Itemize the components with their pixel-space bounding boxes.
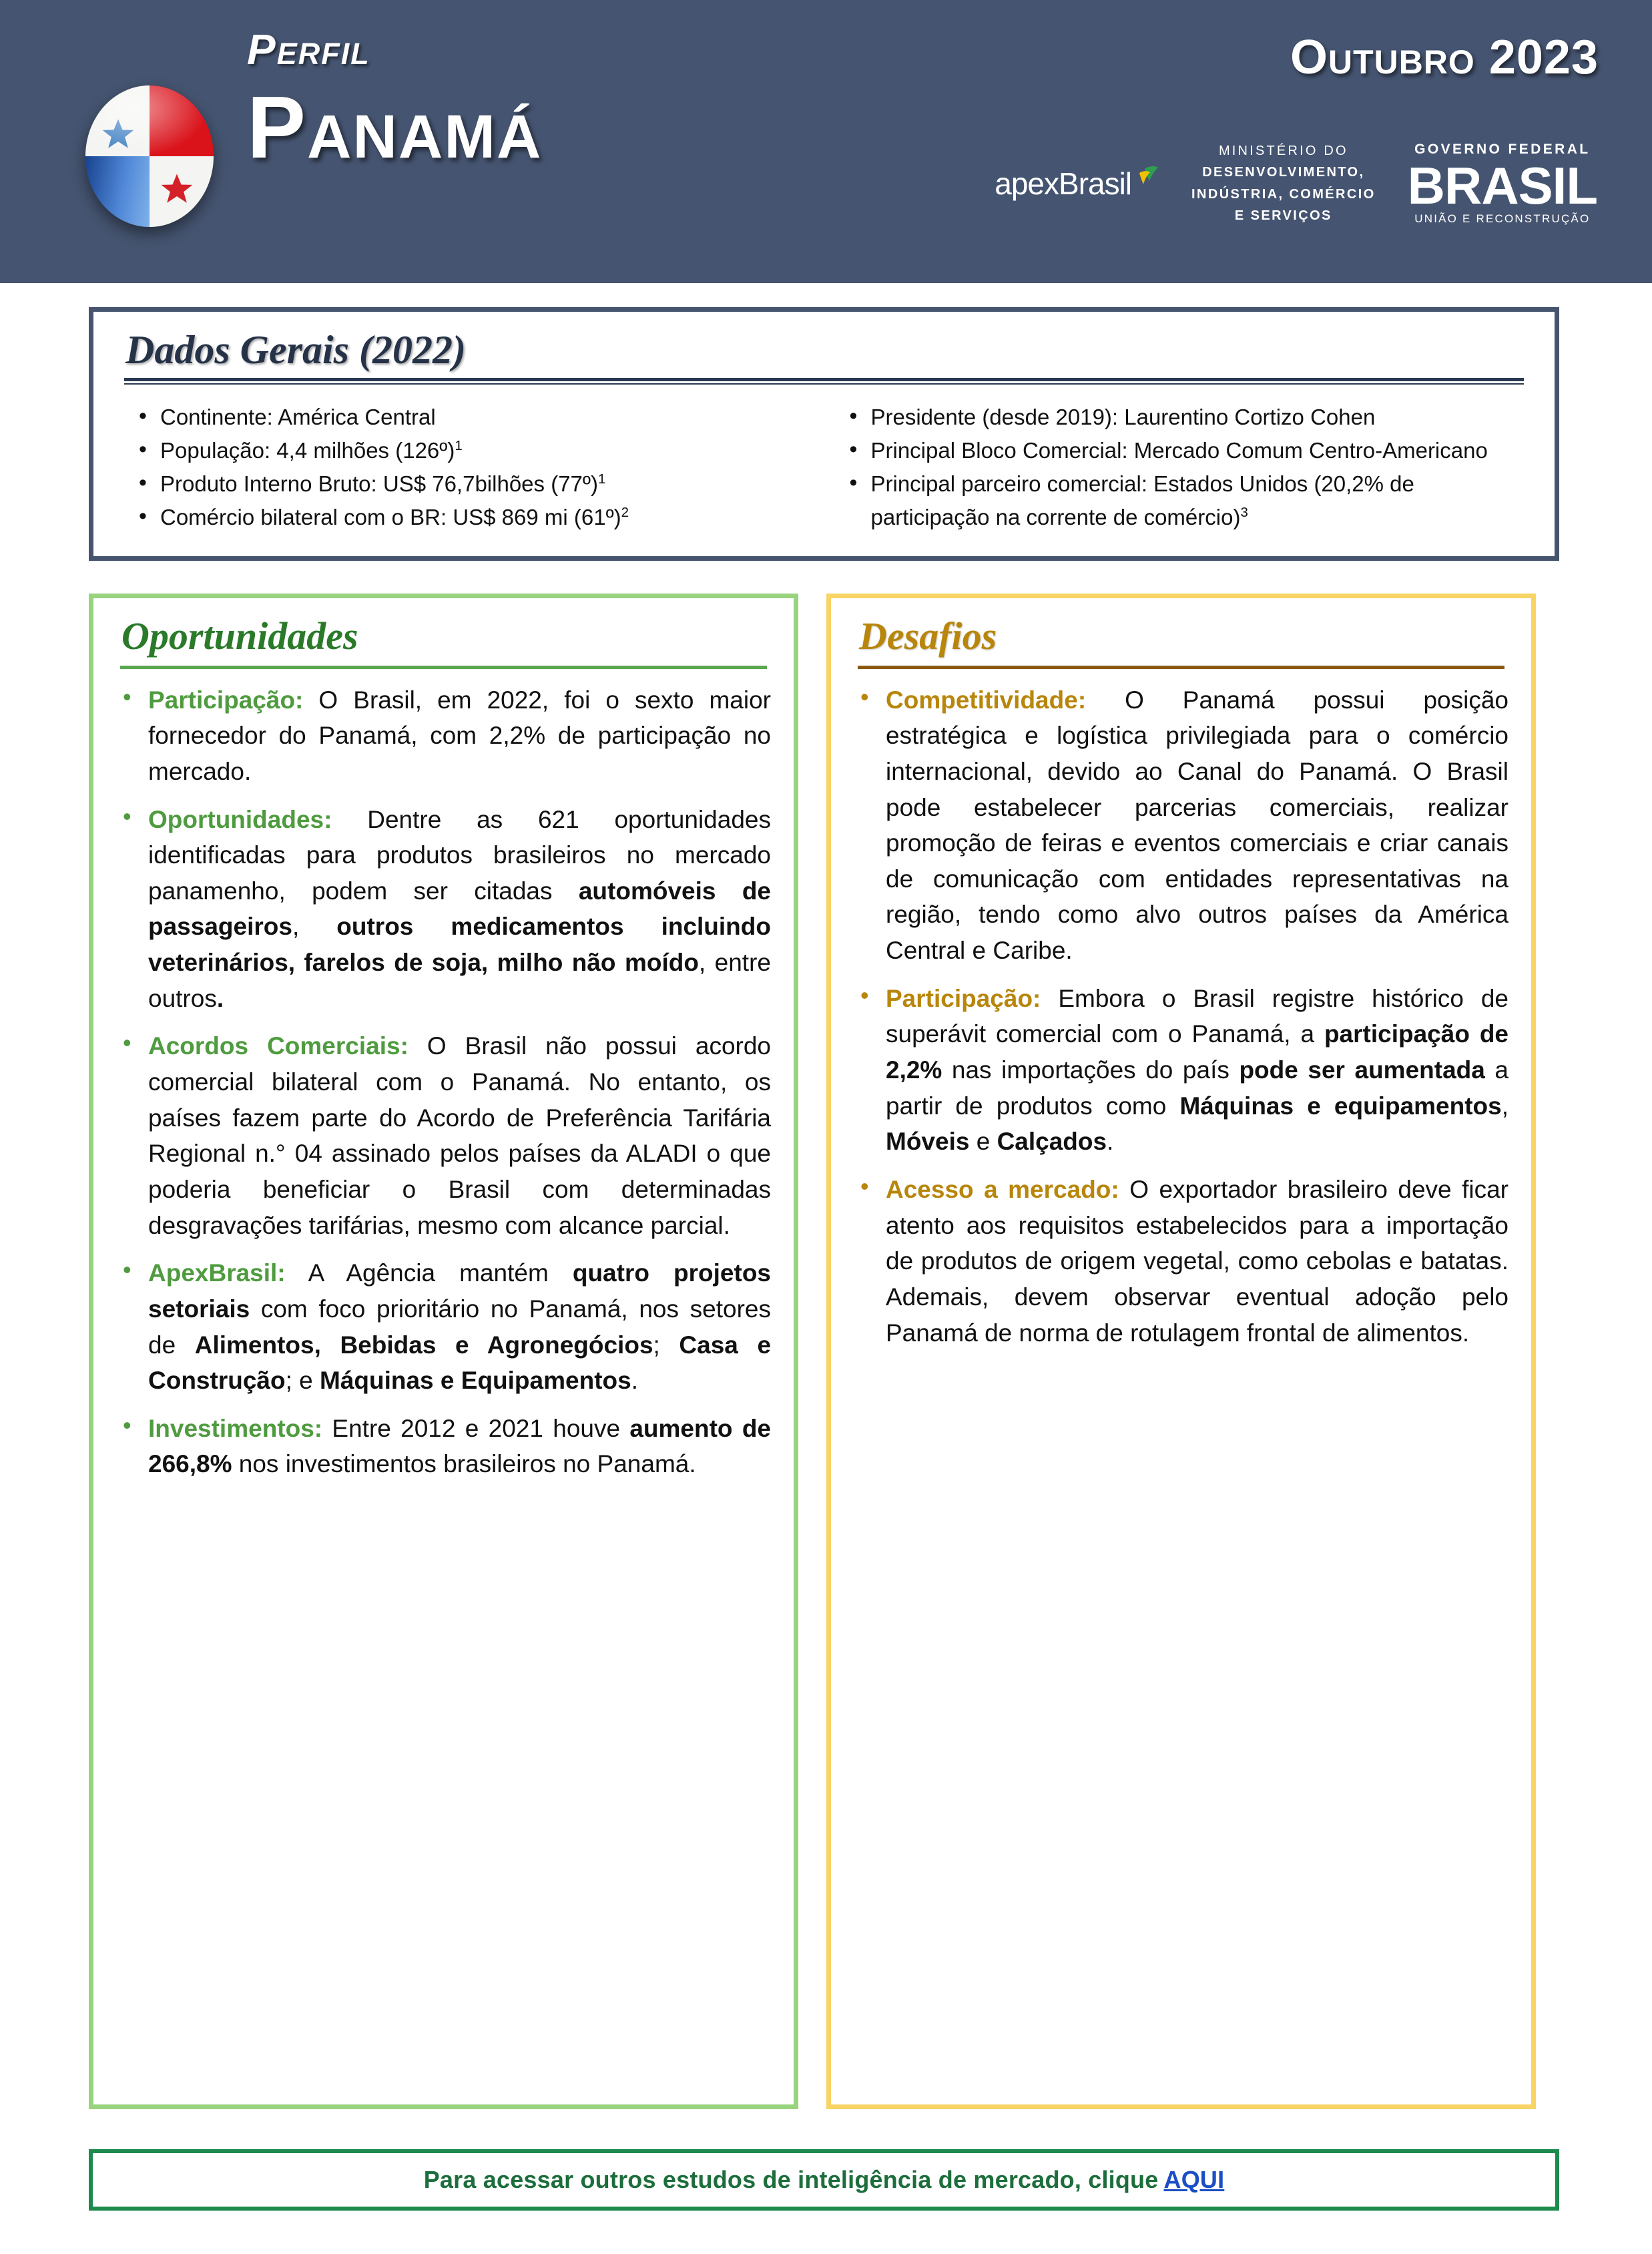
list-item bbox=[116, 1028, 771, 1243]
list-item-emphasis: Calçados bbox=[997, 1128, 1107, 1156]
list-item-text: Entre 2012 e 2021 houve bbox=[322, 1414, 630, 1442]
dados-item-text: Produto Interno Bruto: US$ 76,7bilhões (77º) bbox=[160, 471, 598, 497]
list-item-emphasis: pode ser aumentada bbox=[1239, 1056, 1485, 1084]
list-item-lead: Acesso a mercado: bbox=[886, 1175, 1119, 1203]
flag-quadrant-top-right bbox=[150, 85, 214, 156]
desafios-list bbox=[854, 682, 1508, 1351]
footnote-ref: 2 bbox=[621, 505, 629, 521]
list-item bbox=[854, 1172, 1508, 1351]
list-item-lead: Participação: bbox=[148, 686, 304, 714]
list-item bbox=[840, 434, 1529, 467]
list-item-lead: Acordos Comerciais: bbox=[148, 1032, 408, 1060]
list-item bbox=[116, 1255, 771, 1399]
list-item bbox=[116, 1411, 771, 1482]
list-item-text: nas importações do país bbox=[942, 1056, 1240, 1084]
ministry-line-3: INDÚSTRIA, COMÉRCIO bbox=[1191, 186, 1376, 202]
list-item-lead: Competitividade: bbox=[886, 686, 1087, 714]
list-item-text: , entre outros bbox=[148, 949, 771, 1012]
list-item bbox=[129, 467, 824, 501]
list-item-emphasis: Máquinas e equipamentos bbox=[1179, 1092, 1502, 1120]
list-item-emphasis: outros medicamentos incluindo veterinários, farelos de soja, milho não moído bbox=[148, 913, 771, 977]
dados-gerais-divider bbox=[124, 378, 1524, 385]
footnote-ref: 1 bbox=[455, 438, 463, 454]
list-item-emphasis: Máquinas e Equipamentos bbox=[320, 1367, 631, 1395]
list-item-emphasis: participação de 2,2% bbox=[886, 1020, 1508, 1084]
list-item bbox=[129, 434, 824, 467]
list-item-emphasis: . bbox=[216, 984, 224, 1012]
list-item-emphasis: aumento de 266,8% bbox=[148, 1414, 771, 1478]
dados-gerais-right-column bbox=[824, 401, 1529, 535]
governo-federal-tagline: UNIÃO E RECONSTRUÇÃO bbox=[1414, 212, 1591, 225]
list-item-text: Embora o Brasil registre histórico de superávit comercial com o Panamá, a bbox=[886, 984, 1508, 1048]
header-logo-row bbox=[995, 140, 1597, 227]
dados-gerais-left-column bbox=[120, 401, 824, 535]
footnote-ref: 1 bbox=[597, 471, 606, 487]
list-item-text: Dentre as 621 oportunidades identificadas para produtos brasileiros no mercado panamenho, podem ser citadas bbox=[148, 805, 771, 905]
ministry-line-2: DESENVOLVIMENTO, bbox=[1202, 165, 1365, 180]
header-kicker: Perfil bbox=[247, 25, 370, 73]
governo-federal-top-label: GOVERNO FEDERAL bbox=[1414, 141, 1591, 157]
oportunidades-panel bbox=[89, 594, 798, 2109]
list-item-text: O exportador brasileiro deve ficar atento aos requisitos estabelecidos para a importação de produtos de origem vegetal, como cebolas e batatas. Ademais, devem observar eventual adoção pelo Panamá de norma de rotulagem frontal de alimentos. bbox=[886, 1175, 1509, 1347]
panama-flag-badge-icon bbox=[85, 85, 214, 227]
list-item bbox=[116, 802, 771, 1017]
desafios-panel bbox=[826, 594, 1536, 2109]
dados-item-text: Principal parceiro comercial: Estados Unidos (20,2% de participação na corrente de comércio) bbox=[870, 471, 1414, 530]
footer-text bbox=[424, 2166, 1225, 2194]
list-item-text: . bbox=[1107, 1128, 1114, 1156]
list-item-emphasis: Móveis bbox=[886, 1128, 970, 1156]
list-item-text: , bbox=[1501, 1092, 1509, 1120]
list-item-text: A Agência mantém bbox=[285, 1259, 573, 1287]
apexbrasil-wordmark: apexBrasil bbox=[995, 166, 1132, 201]
list-item bbox=[129, 401, 824, 434]
ministry-logo bbox=[1191, 140, 1376, 227]
apexbrasil-logo bbox=[995, 166, 1159, 202]
list-item-text: ; bbox=[653, 1331, 679, 1359]
list-item bbox=[116, 682, 771, 790]
list-item-emphasis: automóveis de passageiros bbox=[148, 877, 771, 941]
desafios-title: Desafios bbox=[859, 614, 997, 658]
list-item-text: ; e bbox=[285, 1367, 320, 1395]
ministry-line-4: E SERVIÇOS bbox=[1234, 208, 1332, 224]
dados-gerais-left-list bbox=[129, 401, 824, 535]
page-title: Panamá bbox=[247, 78, 543, 176]
dados-item-text: População: 4,4 milhões (126º) bbox=[160, 438, 455, 463]
flag-quadrants bbox=[85, 85, 214, 227]
list-item-emphasis: Casa e Construção bbox=[148, 1331, 772, 1395]
brasil-wordmark: BRASIL bbox=[1407, 156, 1597, 215]
header-date: Outubro 2023 bbox=[1290, 31, 1599, 84]
list-item bbox=[854, 981, 1508, 1160]
dados-gerais-columns bbox=[120, 401, 1528, 535]
dados-item-text: Continente: América Central bbox=[160, 405, 436, 429]
panels-row bbox=[0, 594, 1652, 2109]
list-item-text: e bbox=[969, 1128, 997, 1156]
list-item-text: com foco prioritário no Panamá, nos setores de bbox=[148, 1295, 771, 1359]
list-item-lead: Investimentos: bbox=[148, 1414, 323, 1442]
list-item bbox=[840, 467, 1529, 534]
list-item-text: . bbox=[631, 1367, 638, 1395]
dados-gerais-title: Dados Gerais (2022) bbox=[125, 328, 466, 372]
ministry-line-1: MINISTÉRIO DO bbox=[1218, 144, 1348, 158]
dados-gerais-card bbox=[89, 307, 1559, 561]
desafios-divider bbox=[858, 666, 1504, 669]
list-item bbox=[129, 501, 824, 534]
dados-item-text: Comércio bilateral com o BR: US$ 869 mi (61º) bbox=[160, 505, 621, 530]
oportunidades-list bbox=[116, 682, 771, 1482]
footer-bar bbox=[89, 2149, 1559, 2211]
list-item-text: nos investimentos brasileiros no Panamá. bbox=[232, 1450, 696, 1478]
list-item-text: a partir de produtos como bbox=[886, 1056, 1508, 1120]
list-item-text: O Panamá possui posição estratégica e logística privilegiada para o comércio internacional, devido ao Canal do Panamá. O Brasil pode estabelecer parcerias comerciais, realizar promoção de feiras e eventos comerciais e criar canais de comunicação com entidades representativas na região, tendo como alvo outros países da América Central e Caribe. bbox=[886, 686, 1508, 965]
list-item-text: , bbox=[292, 913, 337, 941]
list-item-text: O Brasil, em 2022, foi o sexto maior fornecedor do Panamá, com 2,2% de participação no mercado. bbox=[148, 686, 771, 785]
list-item-lead: Oportunidades: bbox=[148, 805, 332, 833]
list-item-lead: ApexBrasil: bbox=[148, 1259, 286, 1287]
oportunidades-divider bbox=[120, 666, 767, 669]
list-item bbox=[854, 682, 1508, 969]
footer-aqui-link[interactable]: AQUI bbox=[1163, 2166, 1225, 2193]
header-title-block bbox=[247, 25, 543, 176]
list-item-emphasis: Alimentos, Bebidas e Agronegócios bbox=[194, 1331, 653, 1359]
page-header bbox=[0, 0, 1652, 283]
list-item bbox=[840, 401, 1529, 434]
flag-quadrant-bottom-left bbox=[85, 156, 150, 227]
list-item-text: O Brasil não possui acordo comercial bilateral com o Panamá. No entanto, os países fazem parte do Acordo de Preferência Tarifária Regional n.° 04 assinado pelos países da ALADI o que poderia beneficiar o Brasil com determinadas desgravações tarifárias, mesmo com alcance parcial. bbox=[148, 1032, 771, 1239]
list-item-lead: Participação: bbox=[886, 984, 1041, 1012]
apexbrasil-leaf-icon bbox=[1134, 162, 1159, 198]
list-item-emphasis: quatro projetos setoriais bbox=[148, 1259, 771, 1323]
governo-federal-logo bbox=[1408, 142, 1597, 226]
footer-message: Para acessar outros estudos de inteligência de mercado, clique bbox=[423, 2166, 1159, 2193]
dados-item-text: Presidente (desde 2019): Laurentino Cortizo Cohen bbox=[870, 405, 1376, 429]
dados-gerais-right-list bbox=[840, 401, 1529, 535]
dados-item-text: Principal Bloco Comercial: Mercado Comum Centro-Americano bbox=[870, 438, 1488, 463]
footnote-ref: 3 bbox=[1240, 505, 1248, 521]
oportunidades-title: Oportunidades bbox=[121, 614, 358, 658]
